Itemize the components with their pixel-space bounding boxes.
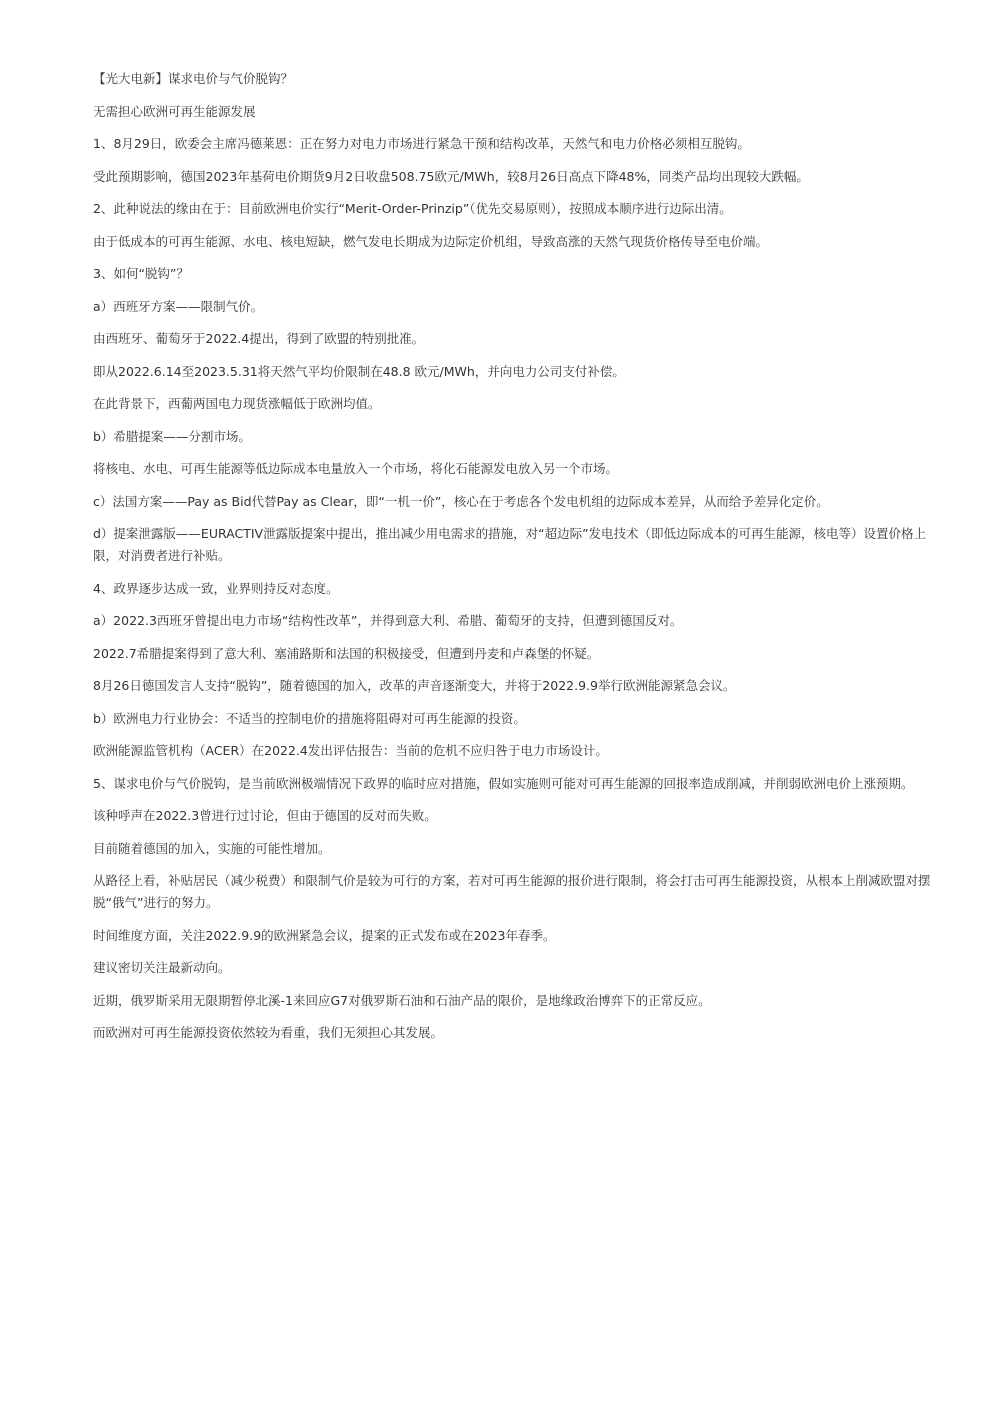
paragraph: 由于低成本的可再生能源、水电、核电短缺，燃气发电长期成为边际定价机组，导致高涨的天然气现货价格传导至电价端。 (93, 233, 769, 249)
document-title: 【光大电新】谋求电价与气价脱钩？ (93, 71, 294, 86)
paragraph: b）欧洲电力行业协会：不适当的控制电价的措施将阻碍对可再生能源的投资。 (93, 710, 526, 726)
paragraph: a）西班牙方案——限制气价。 (93, 298, 264, 314)
paragraph: 8月26日德国发言人支持“脱钩”，随着德国的加入，改革的声音逐渐变大，并将于2022.9.9举行欧洲能源紧急会议。 (93, 678, 736, 693)
section-heading: 3、如何“脱钩”？ (93, 266, 189, 281)
paragraph: 受此预期影响，德国2023年基荷电价期货9月2日收盘508.75欧元/MWh，较8月26日高点下降48%，同类产品均出现较大跌幅。 (93, 168, 809, 184)
paragraph: 即从2022.6.14至2023.5.31将天然气平均价限制在48.8 欧元/MWh，并向电力公司支付补偿。 (93, 363, 625, 379)
document-body (93, 68, 945, 1055)
paragraph: c）法国方案——Pay as Bid代替Pay as Clear，即“一机一价”，核心在于考虑各个发电机组的边际成本差异，从而给予差异化定价。 (93, 493, 829, 509)
paragraph: 而欧洲对可再生能源投资依然较为看重，我们无须担心其发展。 (93, 1025, 444, 1040)
paragraph: 近期，俄罗斯采用无限期暂停北溪-1来回应G7对俄罗斯石油和石油产品的限价，是地缘政治博弈下的正常反应。 (93, 992, 711, 1008)
paragraph: 建议密切关注最新动向。 (93, 960, 231, 975)
paragraph: 该种呼声在2022.3曾进行过讨论，但由于德国的反对而失败。 (93, 808, 437, 823)
paragraph: 2、此种说法的缘由在于：目前欧洲电价实行“Merit-Order-Prinzip”（优先交易原则），按照成本顺序进行边际出清。 (93, 201, 732, 216)
paragraph: d）提案泄露版——EURACTIV泄露版提案中提出，推出减少用电需求的措施，对“超边际”发电技术（即低边际成本的可再生能源，核电等）设置价格上限，对消费者进行补贴。 (93, 526, 927, 563)
paragraph: 时间维度方面，关注2022.9.9的欧洲紧急会议，提案的正式发布或在2023年春季。 (93, 927, 556, 943)
section-heading: 4、政界逐步达成一致，业界则持反对态度。 (93, 580, 339, 596)
paragraph: a）2022.3西班牙曾提出电力市场“结构性改革”，并得到意大利、希腊、葡萄牙的支持，但遭到德国反对。 (93, 613, 683, 628)
paragraph: 从路径上看，补贴居民（减少税费）和限制气价是较为可行的方案，若对可再生能源的报价进行限制，将会打击可再生能源投资，从根本上削减欧盟对摆脱“俄气”进行的努力。 (93, 873, 931, 910)
paragraph: 将核电、水电、可再生能源等低边际成本电量放入一个市场，将化石能源发电放入另一个市场。 (93, 461, 619, 476)
paragraph: 5、谋求电价与气价脱钩，是当前欧洲极端情况下政界的临时应对措施，假如实施则可能对可再生能源的回报率造成削减，并削弱欧洲电价上涨预期。 (93, 775, 914, 791)
paragraph: 由西班牙、葡萄牙于2022.4提出，得到了欧盟的特别批准。 (93, 331, 425, 346)
document-subtitle: 无需担心欧洲可再生能源发展 (93, 103, 256, 119)
paragraph: b）希腊提案——分割市场。 (93, 428, 251, 444)
paragraph: 欧洲能源监管机构（ACER）在2022.4发出评估报告：当前的危机不应归咎于电力市场设计。 (93, 743, 608, 758)
paragraph: 1、8月29日，欧委会主席冯德莱恩：正在努力对电力市场进行紧急干预和结构改革，天然气和电力价格必须相互脱钩。 (93, 136, 750, 151)
paragraph: 目前随着德国的加入，实施的可能性增加。 (93, 840, 331, 856)
paragraph: 2022.7希腊提案得到了意大利、塞浦路斯和法国的积极接受，但遭到丹麦和卢森堡的怀疑。 (93, 645, 600, 661)
paragraph: 在此背景下，西葡两国电力现货涨幅低于欧洲均值。 (93, 396, 381, 411)
